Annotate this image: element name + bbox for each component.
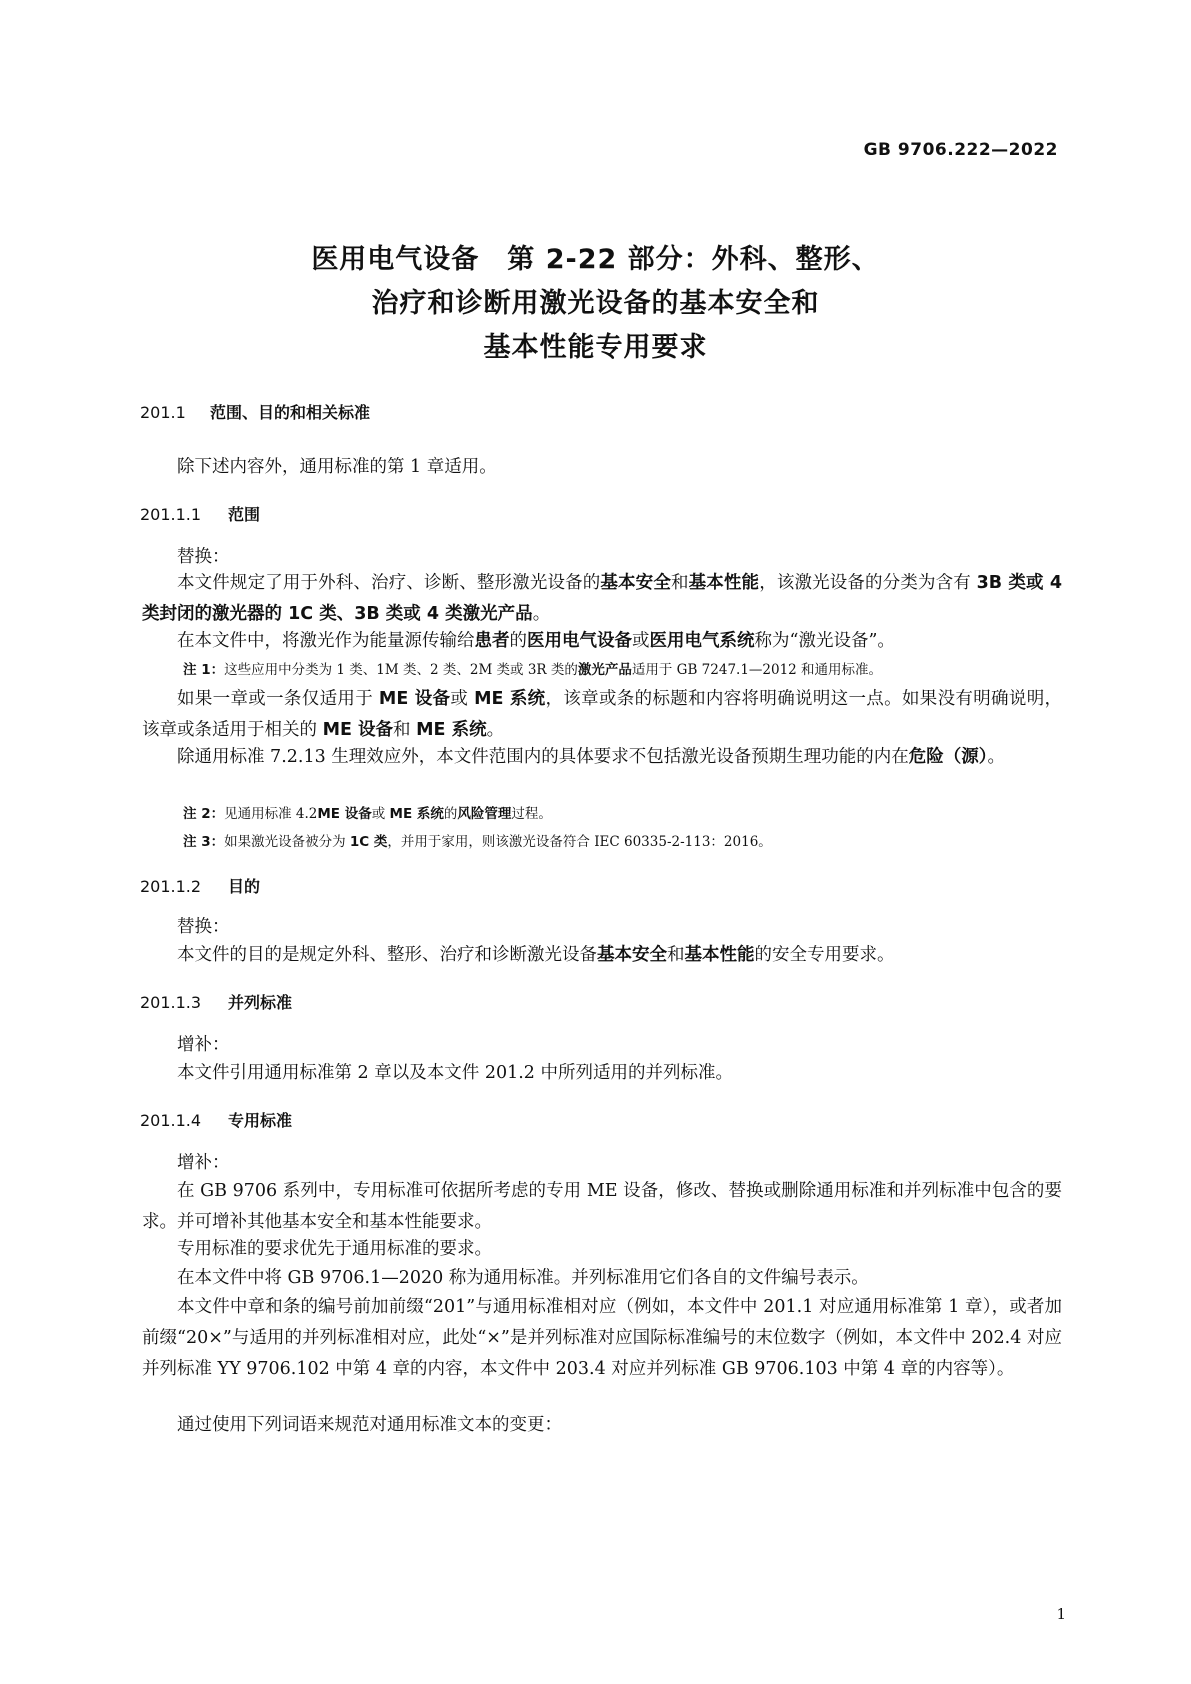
heading-201-1-4 [140, 1108, 292, 1131]
heading-201-1-1 [140, 502, 260, 525]
heading-number: 201.1.4 [140, 1111, 202, 1130]
heading-number: 201.1.3 [140, 993, 202, 1012]
page-number: 1 [1056, 1605, 1066, 1623]
heading-number: 201.1 [140, 403, 186, 422]
title-line-3: 基本性能专用要求 [483, 332, 708, 363]
heading-title: 范围 [228, 505, 261, 524]
paragraph: 本文件的目的是规定外科、整形、治疗和诊断激光设备基本安全和基本性能的安全专用要求。 [177, 945, 895, 965]
standard-code: GB 9706.222—2022 [863, 140, 1058, 160]
paragraph: 除下述内容外，通用标准的第 1 章适用。 [177, 457, 497, 477]
paragraph: 在 GB 9706 系列中，专用标准可依据所考虑的专用 ME 设备，修改、替换或删除通用标准和并列标准中包含的要求。并可增补其他基本安全和基本性能要求。 [142, 1181, 1062, 1232]
replace-label: 替换： [177, 547, 230, 567]
paragraph: 在本文件中，将激光作为能量源传输给患者的医用电气设备或医用电气系统称为“激光设备”。 [177, 631, 895, 651]
document-title [0, 238, 1191, 370]
paragraph: 如果一章或一条仅适用于 ME 设备或 ME 系统，该章或条的标题和内容将明确说明这一点。如果没有明确说明，该章或条适用于相关的 ME 设备和 ME 系统。 [142, 689, 1063, 740]
note-3: 注 3：如果激光设备被分为 1C 类，并用于家用，则该激光设备符合 IEC 60335-2-113：2016。 [183, 834, 772, 850]
add-label: 增补： [177, 1153, 230, 1173]
heading-201-1 [140, 400, 370, 423]
heading-title: 专用标准 [228, 1111, 293, 1130]
heading-201-1-3 [140, 990, 292, 1013]
paragraph: 专用标准的要求优先于通用标准的要求。 [177, 1239, 492, 1259]
replace-label: 替换： [177, 917, 230, 937]
note-2: 注 2：见通用标准 4.2ME 设备或 ME 系统的风险管理过程。 [183, 806, 552, 822]
title-line-1: 医用电气设备 第 2-22 部分：外科、整形、 [311, 244, 880, 275]
heading-number: 201.1.1 [140, 505, 202, 524]
paragraph: 本文件引用通用标准第 2 章以及本文件 201.2 中所列适用的并列标准。 [177, 1063, 733, 1083]
paragraph: 除通用标准 7.2.13 生理效应外，本文件范围内的具体要求不包括激光设备预期生理功能的内在危险（源）。 [177, 747, 1006, 767]
heading-201-1-2 [140, 874, 260, 897]
paragraph: 本文件规定了用于外科、治疗、诊断、整形激光设备的基本安全和基本性能，该激光设备的分类为含有 3B 类或 4 类封闭的激光器的 1C 类、3B 类或 4 类激光产品。 [142, 573, 1063, 624]
heading-title: 目的 [228, 877, 261, 896]
heading-title: 范围、目的和相关标准 [210, 403, 371, 422]
note-1: 注 1：这些应用中分类为 1 类、1M 类、2 类、2M 类或 3R 类的激光产品适用于 GB 7247.1—2012 和通用标准。 [183, 662, 883, 678]
heading-number: 201.1.2 [140, 877, 202, 896]
add-label: 增补： [177, 1035, 230, 1055]
title-line-2: 治疗和诊断用激光设备的基本安全和 [371, 288, 820, 319]
heading-title: 并列标准 [228, 993, 293, 1012]
paragraph: 通过使用下列词语来规范对通用标准文本的变更： [177, 1415, 562, 1435]
paragraph: 本文件中章和条的编号前加前缀“201”与通用标准相对应（例如，本文件中 201.1 对应通用标准第 1 章），或者加前缀“20×”与适用的并列标准相对应，此处“×”是并列标准对应国际标准编号的末位数字（例如，本文件中 202.4 对应并列标准 YY 9706.102 中第 4 章的内容，本文件中 203.4 对应并列标准 GB 9706.103 中第 4 章的内容等）。 [142, 1297, 1062, 1379]
paragraph: 在本文件中将 GB 9706.1—2020 称为通用标准。并列标准用它们各自的文件编号表示。 [177, 1268, 869, 1288]
